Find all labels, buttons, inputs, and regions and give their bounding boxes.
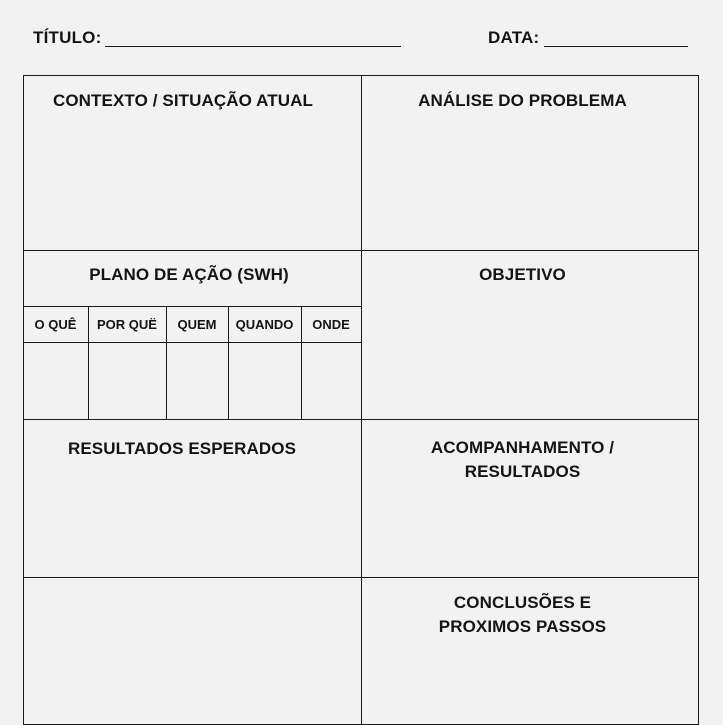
- row-divider-3: [23, 577, 699, 578]
- action-table-header-line: [23, 342, 361, 343]
- action-col-what: O QUÊ: [34, 317, 77, 332]
- tracking-section-title: [361, 436, 684, 484]
- conclusions-section-title: [361, 591, 684, 639]
- action-table-top-line: [23, 306, 361, 307]
- context-section-title: CONTEXTO / SITUAÇÃO ATUAL: [52, 91, 313, 110]
- row-divider-1: [23, 250, 699, 251]
- conclusions-title-line-1: CONCLUSÕES E: [453, 593, 592, 612]
- date-label: DATA:: [488, 28, 540, 47]
- title-field[interactable]: [105, 46, 401, 47]
- tracking-title-line-1: ACOMPANHAMENTO /: [430, 438, 615, 457]
- action-col-when: QUANDO: [235, 317, 294, 332]
- objective-section-title: OBJETIVO: [479, 265, 566, 284]
- expected-results-section-title: RESULTADOS ESPERADOS: [67, 439, 297, 458]
- action-col-why: POR QUË: [97, 317, 157, 332]
- analysis-section-title: ANÁLISE DO PROBLEMA: [418, 91, 627, 110]
- conclusions-title-line-2: PROXIMOS PASSOS: [438, 617, 607, 636]
- action-col-where: ONDE: [312, 317, 350, 332]
- row-divider-2: [23, 419, 699, 420]
- tracking-title-line-2: RESULTADOS: [464, 462, 581, 481]
- date-field[interactable]: [544, 46, 688, 47]
- title-label: TÍTULO:: [33, 28, 102, 47]
- action-plan-section-title: PLANO DE AÇÃO (SWH): [89, 265, 289, 284]
- action-col-who: QUEM: [177, 317, 217, 332]
